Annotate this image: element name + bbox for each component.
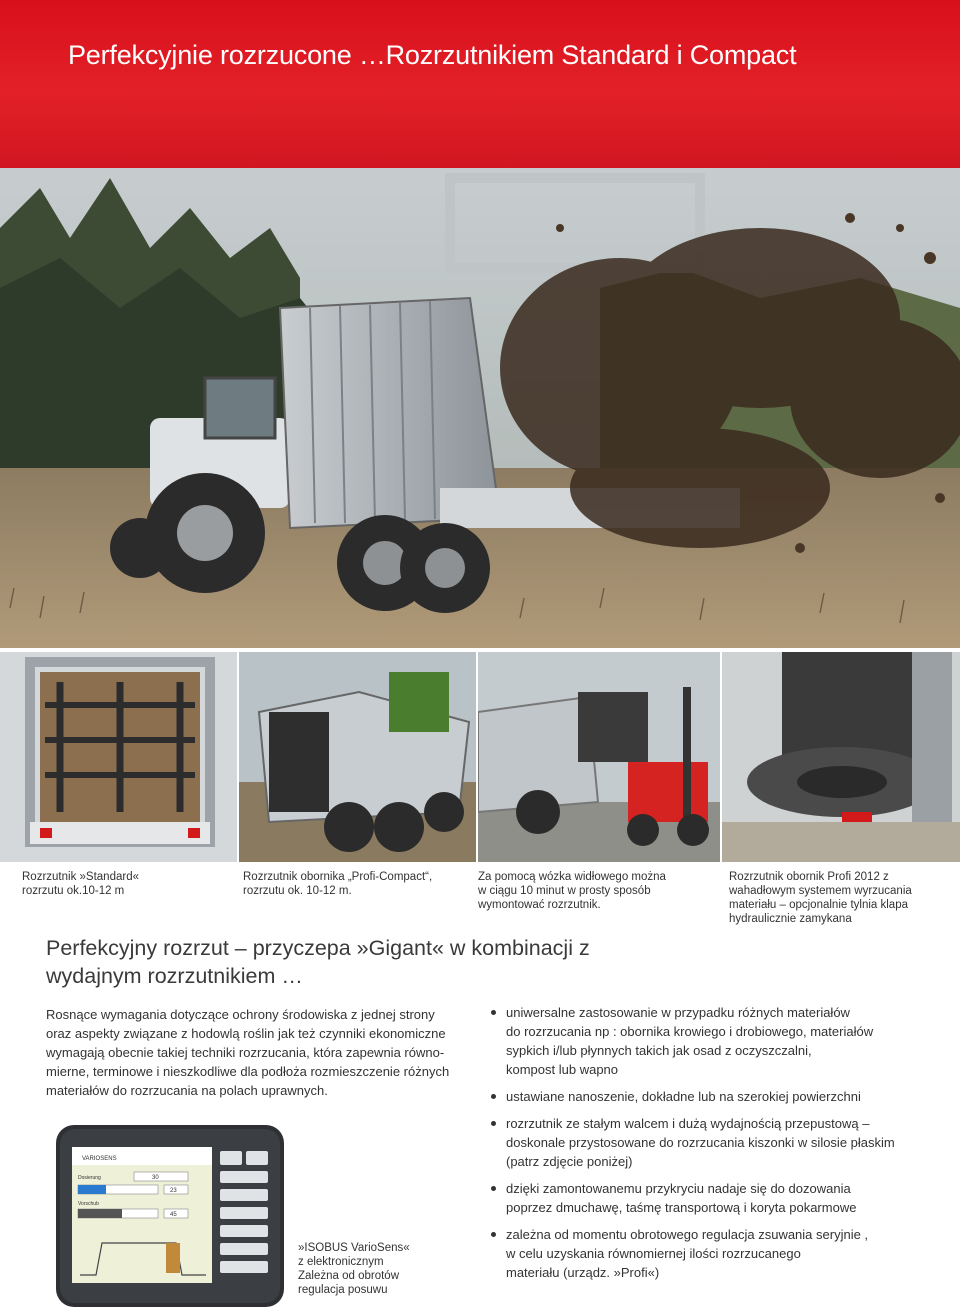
page-title: Perfekcyjnie rozrzucone …Rozrzutnikiem Standard i Compact <box>68 40 797 70</box>
isobus-terminal <box>56 1125 284 1307</box>
caption-line: Rozrzutnik obornik Profi 2012 z <box>729 871 889 883</box>
hero-photo <box>0 168 960 648</box>
caption-line: rozrzutu ok. 10-12 m. <box>243 885 352 897</box>
feature-line: rozrzutnik ze stałym walcem i dużą wydajnością przepustową – <box>506 1116 870 1131</box>
body-line: Rosnące wymagania dotyczące ochrony środowiska z jednej strony <box>46 1007 435 1022</box>
feature-line: zależna od momentu obrotowego regulacja zsuwania seryjnie , <box>506 1227 869 1242</box>
header-banner <box>0 0 960 168</box>
terminal-caption-line: z elektronicznym <box>298 1256 384 1268</box>
caption-line: Za pomocą wózka widłowego można <box>478 871 666 883</box>
caption-line: Rozrzutnik »Standard« <box>22 871 139 883</box>
feature-line: materiału (urządz. »Profi«) <box>506 1265 660 1280</box>
feature-line: (patrz zdjęcie poniżej) <box>506 1154 633 1169</box>
body-line: oraz aspekty związane z hodowlą roślin jak też czynniki ekonomiczne <box>46 1026 446 1041</box>
spreader-standard-photo <box>0 652 237 862</box>
forklift-illustration <box>478 652 720 862</box>
section-heading-line: Perfekcyjny rozrzut – przyczepa »Gigant« w kombinacji z <box>46 936 590 960</box>
terminal-row1-value: 30 <box>152 1175 159 1181</box>
terminal-row3-value: 45 <box>170 1212 177 1218</box>
terminal-row3-label: Vorschub <box>78 1201 99 1207</box>
profi-detail-photo <box>722 652 960 862</box>
feature-line: do rozrzucania np : obornika krowiego i drobiowego, materiałów <box>506 1024 874 1039</box>
terminal-brand: VARIOSENS <box>82 1156 117 1162</box>
caption-standard <box>22 870 139 898</box>
caption-forklift <box>478 870 666 912</box>
caption-compact <box>243 870 432 898</box>
feature-line: dzięki zamontowanemu przykryciu nadaje się do dozowania <box>506 1181 851 1196</box>
feature-line: poprzez dmuchawę, taśmę transportową i koryta pokarmowe <box>506 1200 857 1215</box>
terminal-caption-line: Zależna od obrotów <box>298 1270 400 1282</box>
body-line: materiałów do rozrzucania na polach uprawnych. <box>46 1083 328 1098</box>
spreader-standard-illustration <box>0 652 237 862</box>
hero-illustration <box>0 168 960 648</box>
feature-item <box>490 1003 930 1079</box>
feature-line: doskonale przystosowane do rozrzucania kiszonki w silosie płaskim <box>506 1135 895 1150</box>
feature-line: sypkich i/lub płynnych takich jak osad z oczyszczalni, <box>506 1043 812 1058</box>
terminal-row2-value: 23 <box>170 1188 177 1194</box>
caption-line: wahadłowym systemem wyrzucania <box>729 885 912 897</box>
forklift-photo <box>478 652 720 862</box>
feature-line: w celu uzyskania równomiernej ilości rozrzucanego <box>506 1246 801 1261</box>
terminal-illustration <box>56 1125 284 1307</box>
feature-line: uniwersalne zastosowanie w przypadku różnych materiałów <box>506 1005 850 1020</box>
caption-profi <box>729 870 912 926</box>
section-heading <box>46 934 606 990</box>
terminal-caption <box>298 1241 438 1297</box>
terminal-caption-line: »ISOBUS VarioSens« <box>298 1242 410 1254</box>
caption-line: wymontować rozrzutnik. <box>478 899 601 911</box>
body-line: wymagają obecnie takiej techniki rozrzucania, która zapewnia równo- <box>46 1045 445 1060</box>
terminal-caption-line: regulacja posuwu <box>298 1284 388 1296</box>
spreader-compact-illustration <box>239 652 476 862</box>
feature-line: kompost lub wapno <box>506 1062 619 1077</box>
feature-item <box>490 1179 930 1217</box>
terminal-bar-1 <box>78 1185 106 1194</box>
feature-item <box>490 1087 930 1106</box>
feature-item <box>490 1225 930 1282</box>
body-paragraph <box>46 1005 476 1100</box>
caption-line: w ciągu 10 minut w prosty sposób <box>478 885 651 897</box>
feature-line: ustawiane nanoszenie, dokładne lub na szerokiej powierzchni <box>506 1089 861 1104</box>
terminal-bar-2 <box>78 1209 122 1218</box>
caption-line: materiału – opcjonalnie tylnia klapa <box>729 899 908 911</box>
caption-line: Rozrzutnik obornika „Profi-Compact“, <box>243 871 433 883</box>
caption-line: rozrzutu ok.10-12 m <box>22 885 125 897</box>
feature-item <box>490 1114 930 1171</box>
body-line: mierne, terminowe i nieszkodliwe dla podłoża rozmieszczenie różnych <box>46 1064 450 1079</box>
section-heading-line: wydajnym rozrzutnikiem … <box>46 964 303 988</box>
spreader-compact-photo <box>239 652 476 862</box>
feature-list <box>490 1003 930 1290</box>
terminal-row1-label: Dosierung <box>78 1175 101 1181</box>
caption-line: hydraulicznie zamykana <box>729 913 852 925</box>
profi-detail-illustration <box>722 652 960 862</box>
